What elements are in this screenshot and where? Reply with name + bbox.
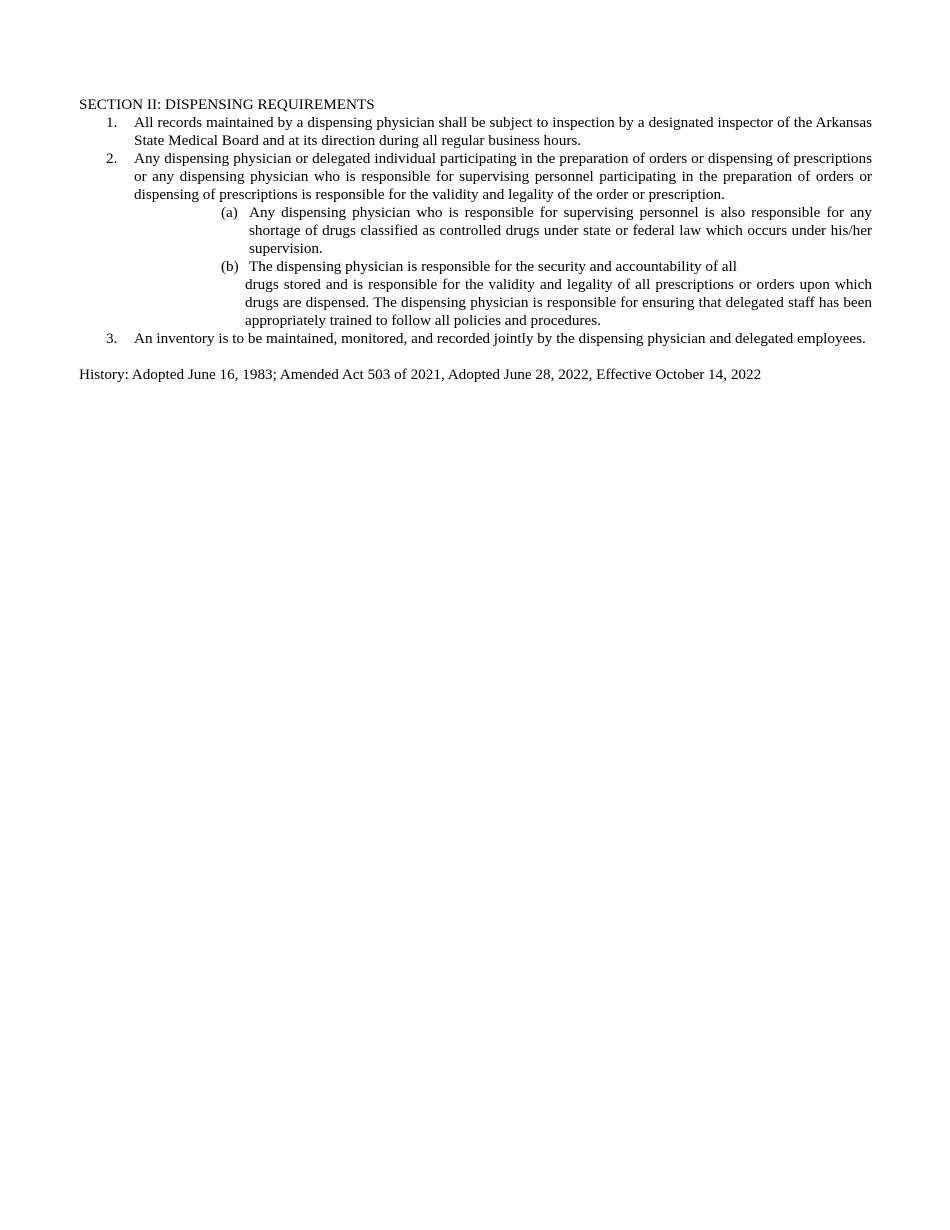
- history-note: History: Adopted June 16, 1983; Amended Act 503 of 2021, Adopted June 28, 2022, Effective October 14, 2022: [79, 366, 762, 383]
- list-item-text: An inventory is to be maintained, monitored, and recorded jointly by the dispensing physician and delegated employees.: [134, 330, 866, 347]
- section-heading: SECTION II: DISPENSING REQUIREMENTS: [79, 96, 375, 113]
- list-item-number: 1.: [106, 114, 118, 131]
- list-item-3: [79, 330, 872, 348]
- list-item-text: All records maintained by a dispensing physician shall be subject to inspection by a designated inspector of the Arkansas State Medical Board and at its direction during all regular business hours.: [134, 114, 872, 149]
- sub-item-first-line: The dispensing physician is responsible for the security and accountability of all: [249, 258, 737, 275]
- list-item-number: 3.: [106, 330, 118, 347]
- sub-item-b: [79, 258, 872, 330]
- list-item-1: [79, 114, 872, 150]
- sub-item-text: drugs stored and is responsible for the validity and legality of all prescriptions or orders upon which drugs are dispensed. The dispensing physician is responsible for ensuring that delegated staff has been appropriately trained to follow all policies and procedures.: [245, 276, 872, 329]
- list-item-number: 2.: [106, 150, 118, 167]
- sub-item-a: [79, 204, 872, 258]
- sub-item-label: (a): [221, 204, 238, 221]
- sub-item-text: Any dispensing physician who is responsible for supervising personnel is also responsible for any shortage of drugs classified as controlled drugs under state or federal law which occurs under his/her supervision.: [249, 204, 872, 257]
- list-item-text: Any dispensing physician or delegated individual participating in the preparation of orders or dispensing of prescriptions or any dispensing physician who is responsible for supervising personnel participating in the preparation of orders or dispensing of prescriptions is responsible for the validity and legality of the order or prescription.: [134, 150, 872, 203]
- list-item-2: [79, 150, 872, 204]
- sub-item-label: (b): [221, 258, 239, 275]
- document-page: [79, 96, 872, 384]
